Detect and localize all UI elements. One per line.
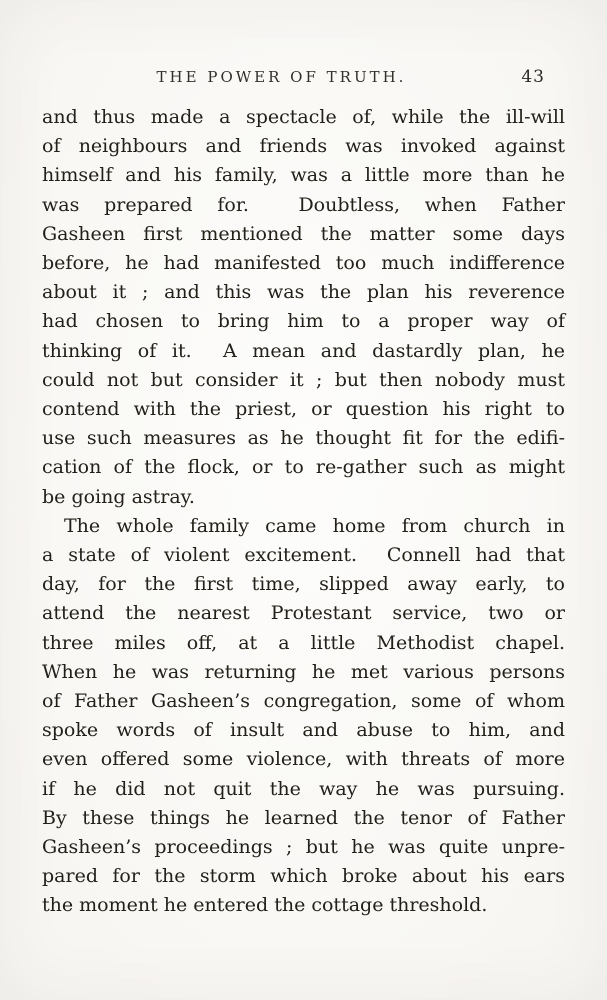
text-line: day, for the first time, slipped away early, to [42, 573, 565, 596]
page-number: 43 [521, 67, 545, 87]
text-line: Gasheen’s proceedings ; but he was quite unpre- [42, 836, 565, 859]
text-line: had chosen to bring him to a proper way of [42, 310, 565, 333]
paragraph-2 [42, 512, 565, 921]
text-line: even offered some violence, with threats of more [42, 748, 565, 771]
text-line: By these things he learned the tenor of Father [42, 806, 565, 829]
paragraph-1 [42, 103, 565, 512]
page-title: THE POWER OF TRUTH. [156, 68, 407, 86]
text-line: of Father Gasheen’s congregation, some of whom [42, 690, 565, 713]
text-line: be going astray. [42, 485, 195, 508]
text-line: The whole family came home from church in [64, 514, 565, 537]
text-line: a state of violent excitement. Connell had that [42, 544, 565, 567]
text-line: himself and his family, was a little more than he [42, 164, 565, 187]
text-line: When he was returning he met various persons [42, 660, 565, 683]
text-line: if he did not quit the way he was pursuing. [42, 777, 565, 800]
text-line: cation of the flock, or to re-gather such as might [42, 456, 565, 479]
text-line: and thus made a spectacle of, while the ill-will [42, 106, 565, 128]
text-line: pared for the storm which broke about his ears [42, 865, 565, 888]
text-line: about it ; and this was the plan his reverence [42, 281, 565, 304]
text-line: the moment he entered the cottage threshold. [42, 894, 488, 917]
text-line: thinking of it. A mean and dastardly plan, he [42, 339, 565, 362]
text-line: attend the nearest Protestant service, two or [42, 602, 565, 625]
text-line: three miles off, at a little Methodist chapel. [42, 631, 565, 654]
running-head [42, 68, 565, 90]
text-line: could not but consider it ; but then nobody must [42, 368, 565, 391]
text-line: contend with the priest, or question his right to [42, 398, 565, 421]
text-line: use such measures as he thought fit for the edifi- [42, 427, 565, 450]
text-line: before, he had manifested too much indifference [42, 252, 565, 275]
text-line: of neighbours and friends was invoked against [42, 135, 565, 158]
text-line: Gasheen first mentioned the matter some days [42, 222, 565, 245]
text-line: spoke words of insult and abuse to him, and [42, 719, 565, 742]
body-text [42, 103, 565, 921]
text-line: was prepared for. Doubtless, when Father [42, 193, 565, 216]
